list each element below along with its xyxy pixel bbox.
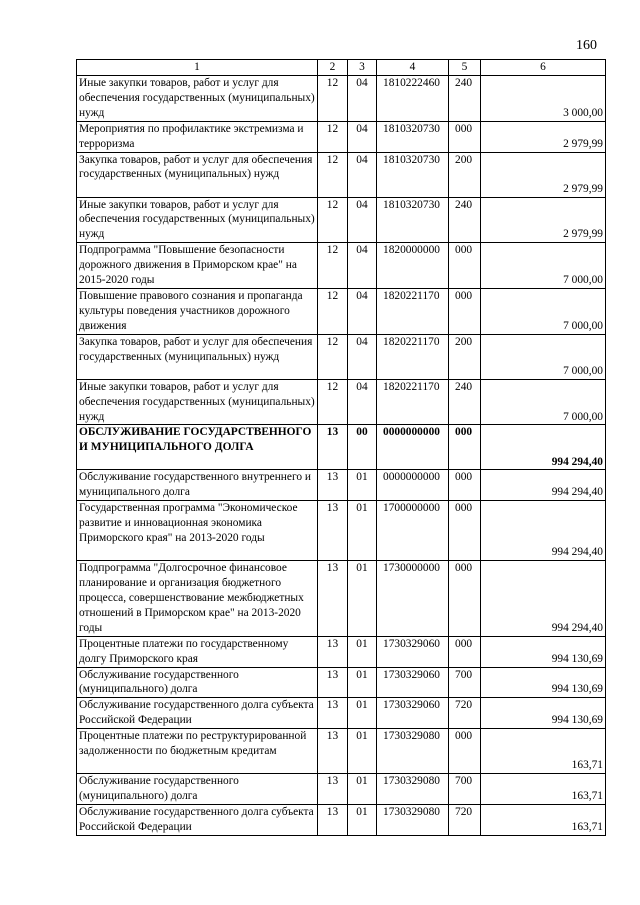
row-type-code: 000 bbox=[449, 501, 481, 561]
row-amount: 994 130,69 bbox=[481, 698, 606, 729]
row-amount: 163,71 bbox=[481, 729, 606, 774]
row-target-code: 1730329060 bbox=[377, 636, 449, 667]
row-ved-code: 13 bbox=[318, 470, 348, 501]
table-row bbox=[77, 636, 606, 667]
row-name-cell: Закупка товаров, работ и услуг для обеспечения государственных (муниципальных) нужд bbox=[77, 334, 318, 379]
table-row bbox=[77, 729, 606, 774]
row-type-code: 000 bbox=[449, 729, 481, 774]
row-name-cell: ОБСЛУЖИВАНИЕ ГОСУДАРСТВЕННОГО И МУНИЦИПАЛЬНОГО ДОЛГА bbox=[77, 425, 318, 470]
row-name-cell: Процентные платежи по реструктурированной задолженности по бюджетным кредитам bbox=[77, 729, 318, 774]
table-row bbox=[77, 501, 606, 561]
row-target-code: 1810222460 bbox=[377, 76, 449, 122]
row-name-cell: Обслуживание государственного (муниципального) долга bbox=[77, 774, 318, 805]
row-type-code: 200 bbox=[449, 152, 481, 197]
row-ved-code: 12 bbox=[318, 379, 348, 425]
header-col-1: 1 bbox=[77, 60, 318, 76]
row-name-cell: Обслуживание государственного долга субъекта Российской Федерации bbox=[77, 698, 318, 729]
row-section-code: 00 bbox=[348, 425, 377, 470]
row-target-code: 1820221170 bbox=[377, 288, 449, 334]
row-type-code: 000 bbox=[449, 636, 481, 667]
row-type-code: 720 bbox=[449, 698, 481, 729]
header-col-5: 5 bbox=[449, 60, 481, 76]
row-target-code: 1730329080 bbox=[377, 774, 449, 805]
row-type-code: 700 bbox=[449, 774, 481, 805]
table-row bbox=[77, 288, 606, 334]
row-target-code: 1700000000 bbox=[377, 501, 449, 561]
row-target-code: 1810320730 bbox=[377, 152, 449, 197]
table-row bbox=[77, 334, 606, 379]
row-ved-code: 12 bbox=[318, 197, 348, 243]
row-amount: 2 979,99 bbox=[481, 197, 606, 243]
row-ved-code: 13 bbox=[318, 425, 348, 470]
row-amount: 994 294,40 bbox=[481, 470, 606, 501]
row-ved-code: 12 bbox=[318, 334, 348, 379]
row-ved-code: 13 bbox=[318, 729, 348, 774]
row-type-code: 240 bbox=[449, 76, 481, 122]
table-row bbox=[77, 197, 606, 243]
row-type-code: 000 bbox=[449, 470, 481, 501]
header-row bbox=[77, 60, 606, 76]
row-name-cell: Подпрограмма "Долгосрочное финансовое планирование и организация бюджетного процесса, совершенствование межбюджетных отношений в Приморском крае" на 2013-2020 годы bbox=[77, 561, 318, 637]
row-amount: 7 000,00 bbox=[481, 334, 606, 379]
table-header bbox=[77, 60, 606, 76]
row-name-cell: Иные закупки товаров, работ и услуг для обеспечения государственных (муниципальных) нужд bbox=[77, 379, 318, 425]
row-name-cell: Обслуживание государственного долга субъекта Российской Федерации bbox=[77, 805, 318, 836]
row-section-code: 01 bbox=[348, 729, 377, 774]
table-row bbox=[77, 698, 606, 729]
row-target-code: 1810320730 bbox=[377, 121, 449, 152]
row-amount: 163,71 bbox=[481, 774, 606, 805]
row-name-cell: Процентные платежи по государственному долгу Приморского края bbox=[77, 636, 318, 667]
row-amount: 2 979,99 bbox=[481, 121, 606, 152]
row-name-cell: Иные закупки товаров, работ и услуг для обеспечения государственных (муниципальных) нужд bbox=[77, 197, 318, 243]
row-target-code: 1730329080 bbox=[377, 729, 449, 774]
row-ved-code: 12 bbox=[318, 76, 348, 122]
row-target-code: 1820221170 bbox=[377, 379, 449, 425]
row-type-code: 700 bbox=[449, 667, 481, 698]
row-section-code: 01 bbox=[348, 698, 377, 729]
header-col-6: 6 bbox=[481, 60, 606, 76]
row-ved-code: 12 bbox=[318, 121, 348, 152]
table-row bbox=[77, 243, 606, 289]
row-name-cell: Обслуживание государственного (муниципального) долга bbox=[77, 667, 318, 698]
row-type-code: 000 bbox=[449, 288, 481, 334]
page-number: 160 bbox=[576, 38, 597, 53]
row-section-code: 01 bbox=[348, 667, 377, 698]
table-row bbox=[77, 561, 606, 637]
row-section-code: 01 bbox=[348, 561, 377, 637]
table-row bbox=[77, 121, 606, 152]
row-type-code: 000 bbox=[449, 121, 481, 152]
row-section-code: 01 bbox=[348, 470, 377, 501]
row-ved-code: 13 bbox=[318, 501, 348, 561]
table-row bbox=[77, 152, 606, 197]
row-amount: 7 000,00 bbox=[481, 288, 606, 334]
row-name-cell: Государственная программа "Экономическое развитие и инновационная экономика Приморского края" на 2013-2020 годы bbox=[77, 501, 318, 561]
row-name-cell: Повышение правового сознания и пропаганда культуры поведения участников дорожного движения bbox=[77, 288, 318, 334]
table-row bbox=[77, 667, 606, 698]
row-name-cell: Мероприятия по профилактике экстремизма и терроризма bbox=[77, 121, 318, 152]
row-section-code: 01 bbox=[348, 501, 377, 561]
row-section-code: 04 bbox=[348, 288, 377, 334]
row-type-code: 720 bbox=[449, 805, 481, 836]
row-ved-code: 13 bbox=[318, 805, 348, 836]
row-target-code: 1730329060 bbox=[377, 667, 449, 698]
row-ved-code: 12 bbox=[318, 288, 348, 334]
row-section-code: 04 bbox=[348, 243, 377, 289]
row-amount: 7 000,00 bbox=[481, 243, 606, 289]
header-col-4: 4 bbox=[377, 60, 449, 76]
row-type-code: 000 bbox=[449, 561, 481, 637]
row-amount: 994 130,69 bbox=[481, 636, 606, 667]
table-row bbox=[77, 379, 606, 425]
row-name-cell: Иные закупки товаров, работ и услуг для обеспечения государственных (муниципальных) нужд bbox=[77, 76, 318, 122]
header-col-2: 2 bbox=[318, 60, 348, 76]
row-section-code: 04 bbox=[348, 121, 377, 152]
header-col-3: 3 bbox=[348, 60, 377, 76]
row-section-code: 04 bbox=[348, 76, 377, 122]
row-type-code: 240 bbox=[449, 197, 481, 243]
table-row bbox=[77, 425, 606, 470]
row-amount: 994 294,40 bbox=[481, 501, 606, 561]
row-amount: 994 130,69 bbox=[481, 667, 606, 698]
row-name-cell: Обслуживание государственного внутреннего и муниципального долга bbox=[77, 470, 318, 501]
row-target-code: 1820000000 bbox=[377, 243, 449, 289]
row-ved-code: 12 bbox=[318, 243, 348, 289]
row-name-cell: Закупка товаров, работ и услуг для обеспечения государственных (муниципальных) нужд bbox=[77, 152, 318, 197]
row-name-cell: Подпрограмма "Повышение безопасности дорожного движения в Приморском крае" на 2015-2020 годы bbox=[77, 243, 318, 289]
row-ved-code: 13 bbox=[318, 698, 348, 729]
row-section-code: 01 bbox=[348, 774, 377, 805]
row-section-code: 04 bbox=[348, 334, 377, 379]
row-section-code: 04 bbox=[348, 197, 377, 243]
table-body bbox=[77, 76, 606, 836]
row-amount: 7 000,00 bbox=[481, 379, 606, 425]
row-amount: 994 294,40 bbox=[481, 561, 606, 637]
row-section-code: 04 bbox=[348, 379, 377, 425]
budget-table bbox=[76, 59, 606, 836]
table-row bbox=[77, 805, 606, 836]
table-row bbox=[77, 76, 606, 122]
row-amount: 994 294,40 bbox=[481, 425, 606, 470]
row-section-code: 01 bbox=[348, 805, 377, 836]
row-target-code: 1730000000 bbox=[377, 561, 449, 637]
row-ved-code: 13 bbox=[318, 561, 348, 637]
row-target-code: 0000000000 bbox=[377, 470, 449, 501]
row-target-code: 1810320730 bbox=[377, 197, 449, 243]
row-type-code: 200 bbox=[449, 334, 481, 379]
row-target-code: 1820221170 bbox=[377, 334, 449, 379]
row-type-code: 240 bbox=[449, 379, 481, 425]
row-section-code: 01 bbox=[348, 636, 377, 667]
table-row bbox=[77, 470, 606, 501]
row-type-code: 000 bbox=[449, 243, 481, 289]
row-ved-code: 12 bbox=[318, 152, 348, 197]
row-ved-code: 13 bbox=[318, 774, 348, 805]
row-target-code: 1730329080 bbox=[377, 805, 449, 836]
row-target-code: 0000000000 bbox=[377, 425, 449, 470]
row-amount: 2 979,99 bbox=[481, 152, 606, 197]
row-section-code: 04 bbox=[348, 152, 377, 197]
table-row bbox=[77, 774, 606, 805]
row-amount: 163,71 bbox=[481, 805, 606, 836]
row-target-code: 1730329060 bbox=[377, 698, 449, 729]
row-ved-code: 13 bbox=[318, 636, 348, 667]
row-type-code: 000 bbox=[449, 425, 481, 470]
row-ved-code: 13 bbox=[318, 667, 348, 698]
row-amount: 3 000,00 bbox=[481, 76, 606, 122]
